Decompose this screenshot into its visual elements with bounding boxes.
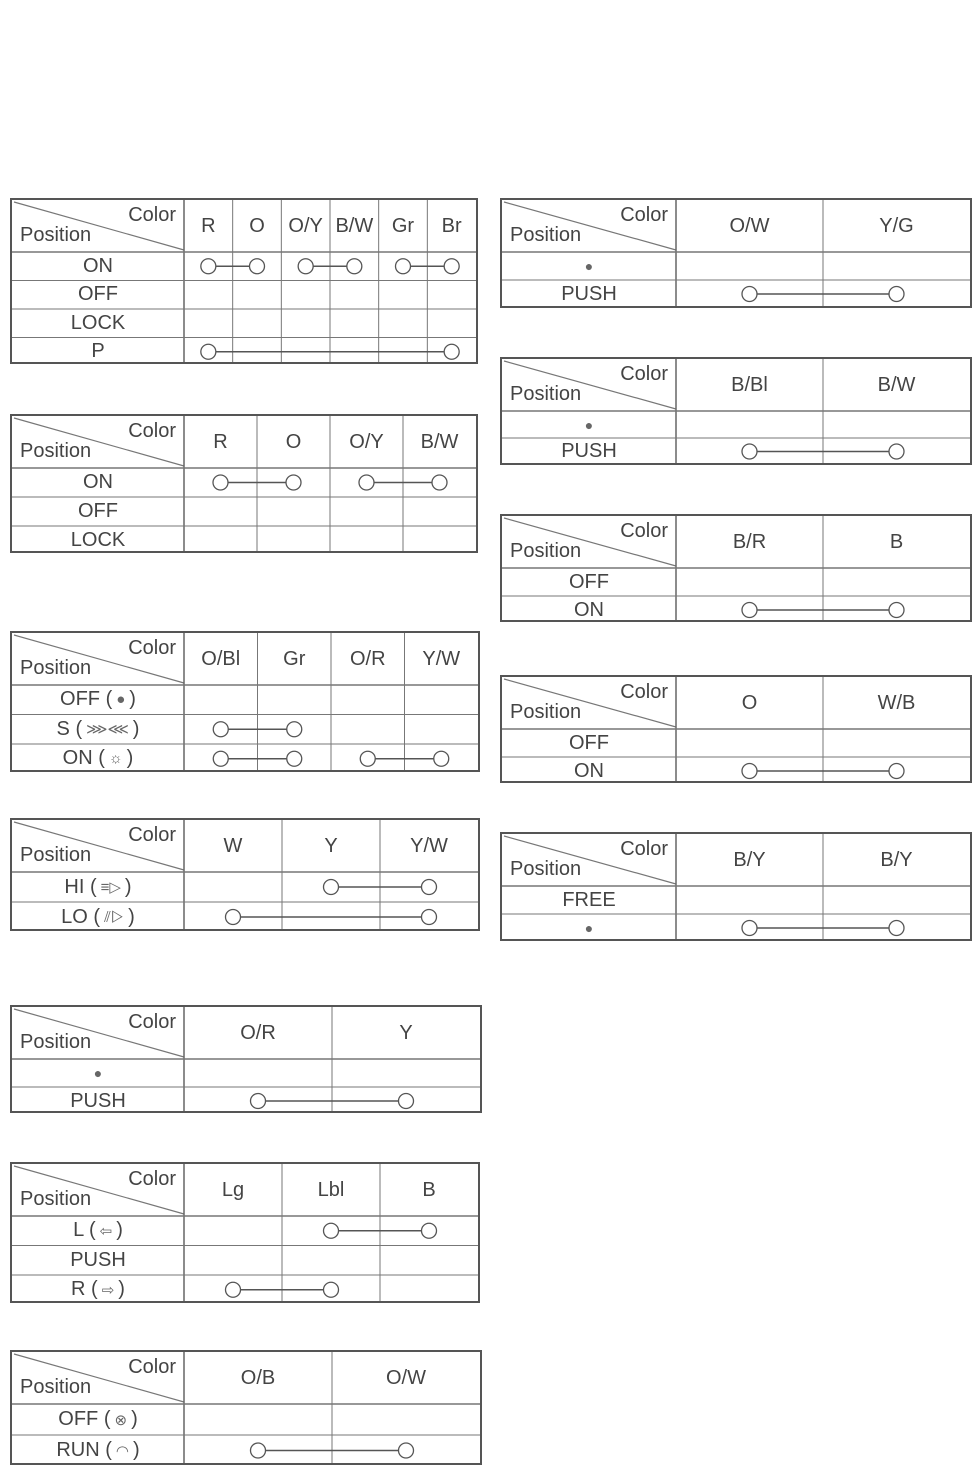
engine-off-icon: ⊗ [114, 1411, 128, 1429]
switch-table-push-switch-bbl-bw [500, 357, 972, 465]
terminal-circle [432, 475, 447, 490]
position-suffix: ) [129, 688, 136, 711]
wire-color-header: B/Y [880, 848, 913, 871]
switch-table-lighting-switch [10, 631, 480, 772]
terminal-circle [287, 722, 302, 737]
position-text: HI ( [64, 875, 97, 898]
position-text: ON [574, 598, 604, 621]
position-text: L ( [73, 1219, 96, 1242]
position-label [502, 914, 676, 942]
right-arrow-icon: ⇨ [101, 1281, 115, 1299]
switch-table-push-switch-oR-y [10, 1005, 482, 1113]
header-color-label: Color [128, 204, 176, 226]
position-suffix: ) [131, 1408, 138, 1430]
position-text: PUSH [70, 1248, 126, 1271]
position-text: S ( [56, 717, 83, 740]
header-position-label: Position [510, 383, 582, 405]
position-suffix: ) [124, 875, 132, 898]
terminal-circle [213, 751, 228, 766]
header-color-label: Color [620, 363, 668, 385]
position-text: RUN ( [56, 1439, 112, 1461]
switch-table-turn-signal-switch [10, 1162, 480, 1303]
free-dot-icon: ● [584, 258, 594, 274]
high-beam-icon: ≡▷ [100, 879, 121, 896]
wire-color-header: O [249, 214, 265, 237]
wire-color-header: Gr [283, 647, 306, 670]
free-dot-icon: ● [93, 1065, 103, 1081]
header-color-label: Color [128, 1168, 176, 1190]
position-text: PUSH [70, 1089, 126, 1112]
wire-color-header: B/W [420, 430, 459, 453]
position-text: P [91, 340, 105, 363]
wire-color-header: O [285, 430, 302, 453]
position-label [12, 1216, 184, 1246]
terminal-circle [201, 259, 216, 274]
position-label [12, 1275, 184, 1305]
header-color-label: Color [620, 520, 668, 542]
header-position-label: Position [20, 844, 92, 866]
terminal-circle [742, 444, 757, 459]
position-text: R ( [71, 1278, 98, 1301]
terminal-circle [251, 1443, 266, 1458]
header-color-label: Color [128, 824, 176, 846]
position-text: ON [83, 254, 113, 277]
header-color-label: Color [620, 681, 668, 703]
wire-color-header: O/Bl [201, 647, 241, 670]
switch-table-switch-by-by [500, 832, 972, 941]
position-suffix: ) [132, 1439, 140, 1461]
header-position-label: Position [510, 701, 582, 723]
position-text: OFF [569, 570, 609, 593]
wire-color-header: B/W [877, 373, 916, 396]
terminal-circle [399, 1443, 414, 1458]
terminal-circle [286, 475, 301, 490]
header-position-label: Position [20, 657, 92, 679]
terminal-circle [324, 880, 339, 895]
wire-color-header: O/W [386, 1366, 426, 1389]
terminal-circle [422, 910, 437, 925]
wire-color-header: Y/W [410, 834, 448, 857]
terminal-circle [298, 259, 313, 274]
switch-table-switch-br-b [500, 514, 972, 622]
position-text: ON ( [62, 747, 105, 770]
header-color-label: Color [620, 838, 668, 860]
wire-color-header: Y [324, 834, 338, 857]
position-text: PUSH [561, 440, 617, 462]
position-label [12, 1087, 184, 1115]
position-text: OFF [78, 283, 118, 306]
position-label [12, 1404, 184, 1435]
position-label [12, 902, 184, 932]
position-label [12, 252, 184, 281]
headlight-sun-icon: ☼ [108, 750, 123, 768]
wire-color-header: W/B [877, 691, 916, 714]
terminal-circle [434, 751, 449, 766]
position-text: ON [574, 759, 604, 782]
header-position-label: Position [510, 540, 582, 562]
wire-color-header: Y/G [879, 214, 914, 237]
switch-table-dimmer-switch [10, 818, 480, 931]
terminal-circle [399, 1094, 414, 1109]
header-color-label: Color [128, 1011, 176, 1033]
terminal-circle [422, 880, 437, 895]
wire-color-header: Y [399, 1021, 413, 1044]
position-label [12, 497, 184, 526]
position-label [502, 596, 676, 624]
position-label [12, 1246, 184, 1276]
wire-color-header: Br [441, 214, 462, 237]
wire-color-header: B/W [335, 214, 374, 237]
switch-table-ignition-switch-2 [10, 414, 478, 553]
position-text: ON [83, 471, 113, 493]
header-color-label: Color [128, 637, 176, 659]
terminal-circle [324, 1282, 339, 1297]
header-position-label: Position [20, 1031, 92, 1053]
terminal-circle [742, 764, 757, 779]
terminal-circle [287, 751, 302, 766]
position-label [12, 1435, 184, 1466]
header-color-label: Color [620, 204, 668, 226]
header-position-label: Position [510, 224, 582, 246]
wire-color-header: B/Y [733, 848, 766, 871]
off-dot-icon: ● [116, 691, 126, 709]
free-dot-icon: ● [584, 416, 594, 433]
header-color-label: Color [128, 1356, 176, 1378]
pushed-dot-icon: ● [584, 920, 594, 936]
wire-color-header: B/R [732, 530, 767, 553]
header-position-label: Position [20, 224, 92, 246]
position-label [12, 309, 184, 338]
switch-table-push-switch-ow-yg [500, 198, 972, 308]
terminal-circle [347, 259, 362, 274]
position-label [502, 438, 676, 465]
terminal-circle [226, 910, 241, 925]
terminal-circle [889, 287, 904, 302]
terminal-circle [396, 259, 411, 274]
terminal-circle [444, 344, 459, 359]
wire-color-header: O/Y [288, 214, 323, 237]
wire-color-header: Lg [221, 1178, 245, 1201]
header-position-label: Position [510, 858, 582, 880]
header-position-label: Position [20, 1188, 92, 1210]
position-label [12, 1059, 184, 1087]
terminal-circle [889, 764, 904, 779]
terminal-circle [250, 259, 265, 274]
header-position-label: Position [20, 440, 92, 462]
position-label [12, 715, 184, 745]
switch-table-switch-o-wb [500, 675, 972, 783]
position-label [502, 886, 676, 914]
position-text: LOCK [70, 529, 126, 551]
wire-color-header: Gr [391, 214, 415, 237]
terminal-circle [201, 344, 216, 359]
wire-color-header: R [201, 214, 216, 237]
position-text: OFF [78, 500, 118, 522]
position-suffix: ) [132, 717, 140, 740]
position-text: PUSH [561, 282, 617, 305]
position-label [502, 252, 676, 280]
terminal-circle [226, 1282, 241, 1297]
position-label [12, 526, 184, 555]
wire-color-header: O/Y [349, 430, 384, 453]
terminal-circle [360, 751, 375, 766]
position-label [12, 338, 184, 367]
wire-color-header: O/W [729, 214, 770, 237]
position-suffix: ) [118, 1278, 125, 1301]
terminal-circle [251, 1094, 266, 1109]
left-arrow-icon: ⇦ [99, 1222, 113, 1240]
position-text: OFF [569, 731, 609, 754]
position-label [12, 685, 184, 715]
position-suffix: ) [116, 1219, 123, 1242]
wire-color-header: W [223, 834, 243, 857]
position-light-icon: ⋙⋘ [86, 721, 129, 739]
terminal-circle [422, 1223, 437, 1238]
terminal-circle [889, 921, 904, 936]
wire-color-header: B/Bl [731, 373, 768, 396]
wire-color-header: B [889, 530, 904, 553]
position-label [502, 568, 676, 596]
position-label [502, 757, 676, 785]
terminal-circle [324, 1223, 339, 1238]
position-label [12, 468, 184, 497]
header-color-label: Color [128, 420, 176, 442]
position-text: OFF ( [58, 1408, 111, 1430]
low-beam-icon: ⫽▷ [104, 908, 125, 926]
position-text: OFF ( [60, 688, 113, 711]
position-suffix: ) [126, 747, 134, 770]
wire-color-header: O/B [240, 1366, 276, 1389]
terminal-circle [213, 722, 228, 737]
terminal-circle [444, 259, 459, 274]
engine-run-icon: ◠ [115, 1442, 129, 1460]
wire-color-header: Y/W [422, 647, 461, 670]
position-text: FREE [562, 888, 616, 911]
terminal-circle [359, 475, 374, 490]
position-text: LOCK [70, 311, 126, 334]
position-label [502, 729, 676, 757]
wire-color-header: R [213, 430, 228, 453]
position-suffix: ) [128, 905, 135, 928]
position-label [12, 281, 184, 310]
header-position-label: Position [20, 1376, 92, 1398]
terminal-circle [742, 921, 757, 936]
continuity-link [226, 910, 437, 925]
position-label [502, 411, 676, 438]
position-label [502, 280, 676, 308]
position-text: LO ( [61, 905, 101, 928]
terminal-circle [742, 603, 757, 618]
wire-color-header: O/R [349, 647, 386, 670]
terminal-circle [742, 287, 757, 302]
position-label [12, 872, 184, 902]
switch-table-ignition-switch [10, 198, 478, 364]
terminal-circle [889, 603, 904, 618]
wire-color-header: B [422, 1178, 436, 1201]
wire-color-header: O/R [240, 1021, 276, 1044]
switch-table-engine-stop-switch [10, 1350, 482, 1465]
terminal-circle [889, 444, 904, 459]
wire-color-header: Lbl [317, 1178, 345, 1201]
terminal-circle [213, 475, 228, 490]
wire-color-header: O [741, 691, 758, 714]
position-label [12, 744, 184, 774]
